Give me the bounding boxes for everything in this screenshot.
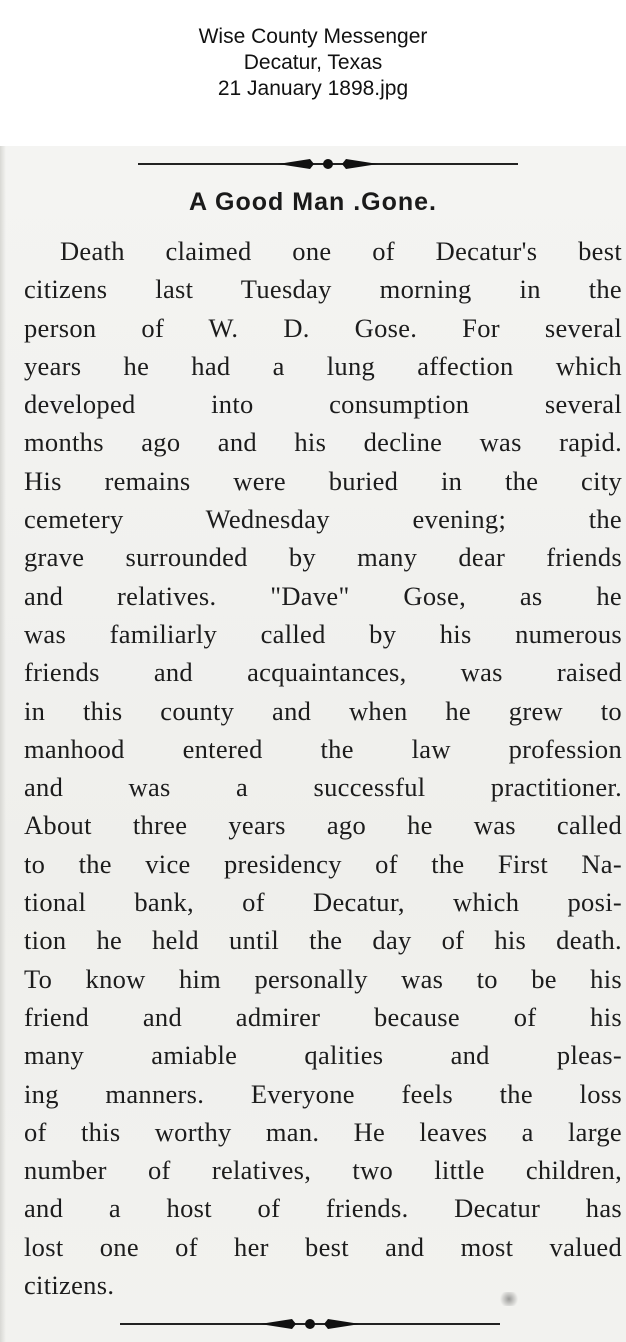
article-line: of this worthy man. He leaves a large [24,1116,622,1147]
article-line: grave surrounded by many dear friends [24,542,622,573]
article-body [24,232,622,1304]
article-line: manhood entered the law profession [24,733,622,764]
article-line: tional bank, of Decatur, which posi- [24,887,622,918]
article-line: cemetery Wednesday evening; the [24,504,622,535]
article-line: citizens last Tuesday morning in the [24,274,622,305]
image-caption [0,24,626,102]
article-line: many amiable qalities and pleas- [24,1040,622,1071]
article-line: Death claimed one of Decatur's best [60,236,622,266]
article-line: number of relatives, two little children, [24,1155,622,1186]
article-line: person of W. D. Gose. For several [24,312,622,343]
article-line: To know him personally was to be his [24,963,622,994]
article-line: ing manners. Everyone feels the loss [24,1078,622,1109]
caption-location: Decatur, Texas [243,51,383,74]
article-line: His remains were buried in the city [24,465,622,496]
article-line: friend and admirer because of his [24,1001,622,1032]
article-line: tion he held until the day of his death. [24,925,622,956]
article-line: citizens. [24,1270,115,1301]
article-line: months ago and his decline was rapid. [24,427,622,458]
article-line: developed into consumption several [24,389,622,420]
ornamental-rule-top [138,156,518,172]
article-headline: A Good Man .Gone. [188,188,437,216]
newspaper-clipping [0,146,626,1342]
article-line: and was a successful practitioner. [24,772,622,803]
clipping-edge-shadow [0,146,6,1342]
article-line: and relatives. "Dave" Gose, as he [24,580,622,611]
article-line: in this county and when he grew to [24,695,622,726]
article-line: years he had a lung affection which [24,350,622,381]
article-line: to the vice presidency of the First Na- [24,848,622,879]
print-speck [498,1292,520,1306]
ornamental-rule-bottom [120,1316,500,1332]
caption-date: 21 January 1898.jpg [217,77,409,100]
caption-newspaper: Wise County Messenger [198,25,428,48]
article-line: friends and acquaintances, was raised [24,657,622,688]
article-line: About three years ago he was called [24,810,622,841]
article-line: and a host of friends. Decatur has [24,1193,622,1224]
article-line: lost one of her best and most valued [24,1231,622,1262]
article-line: was familiarly called by his numerous [24,618,622,649]
